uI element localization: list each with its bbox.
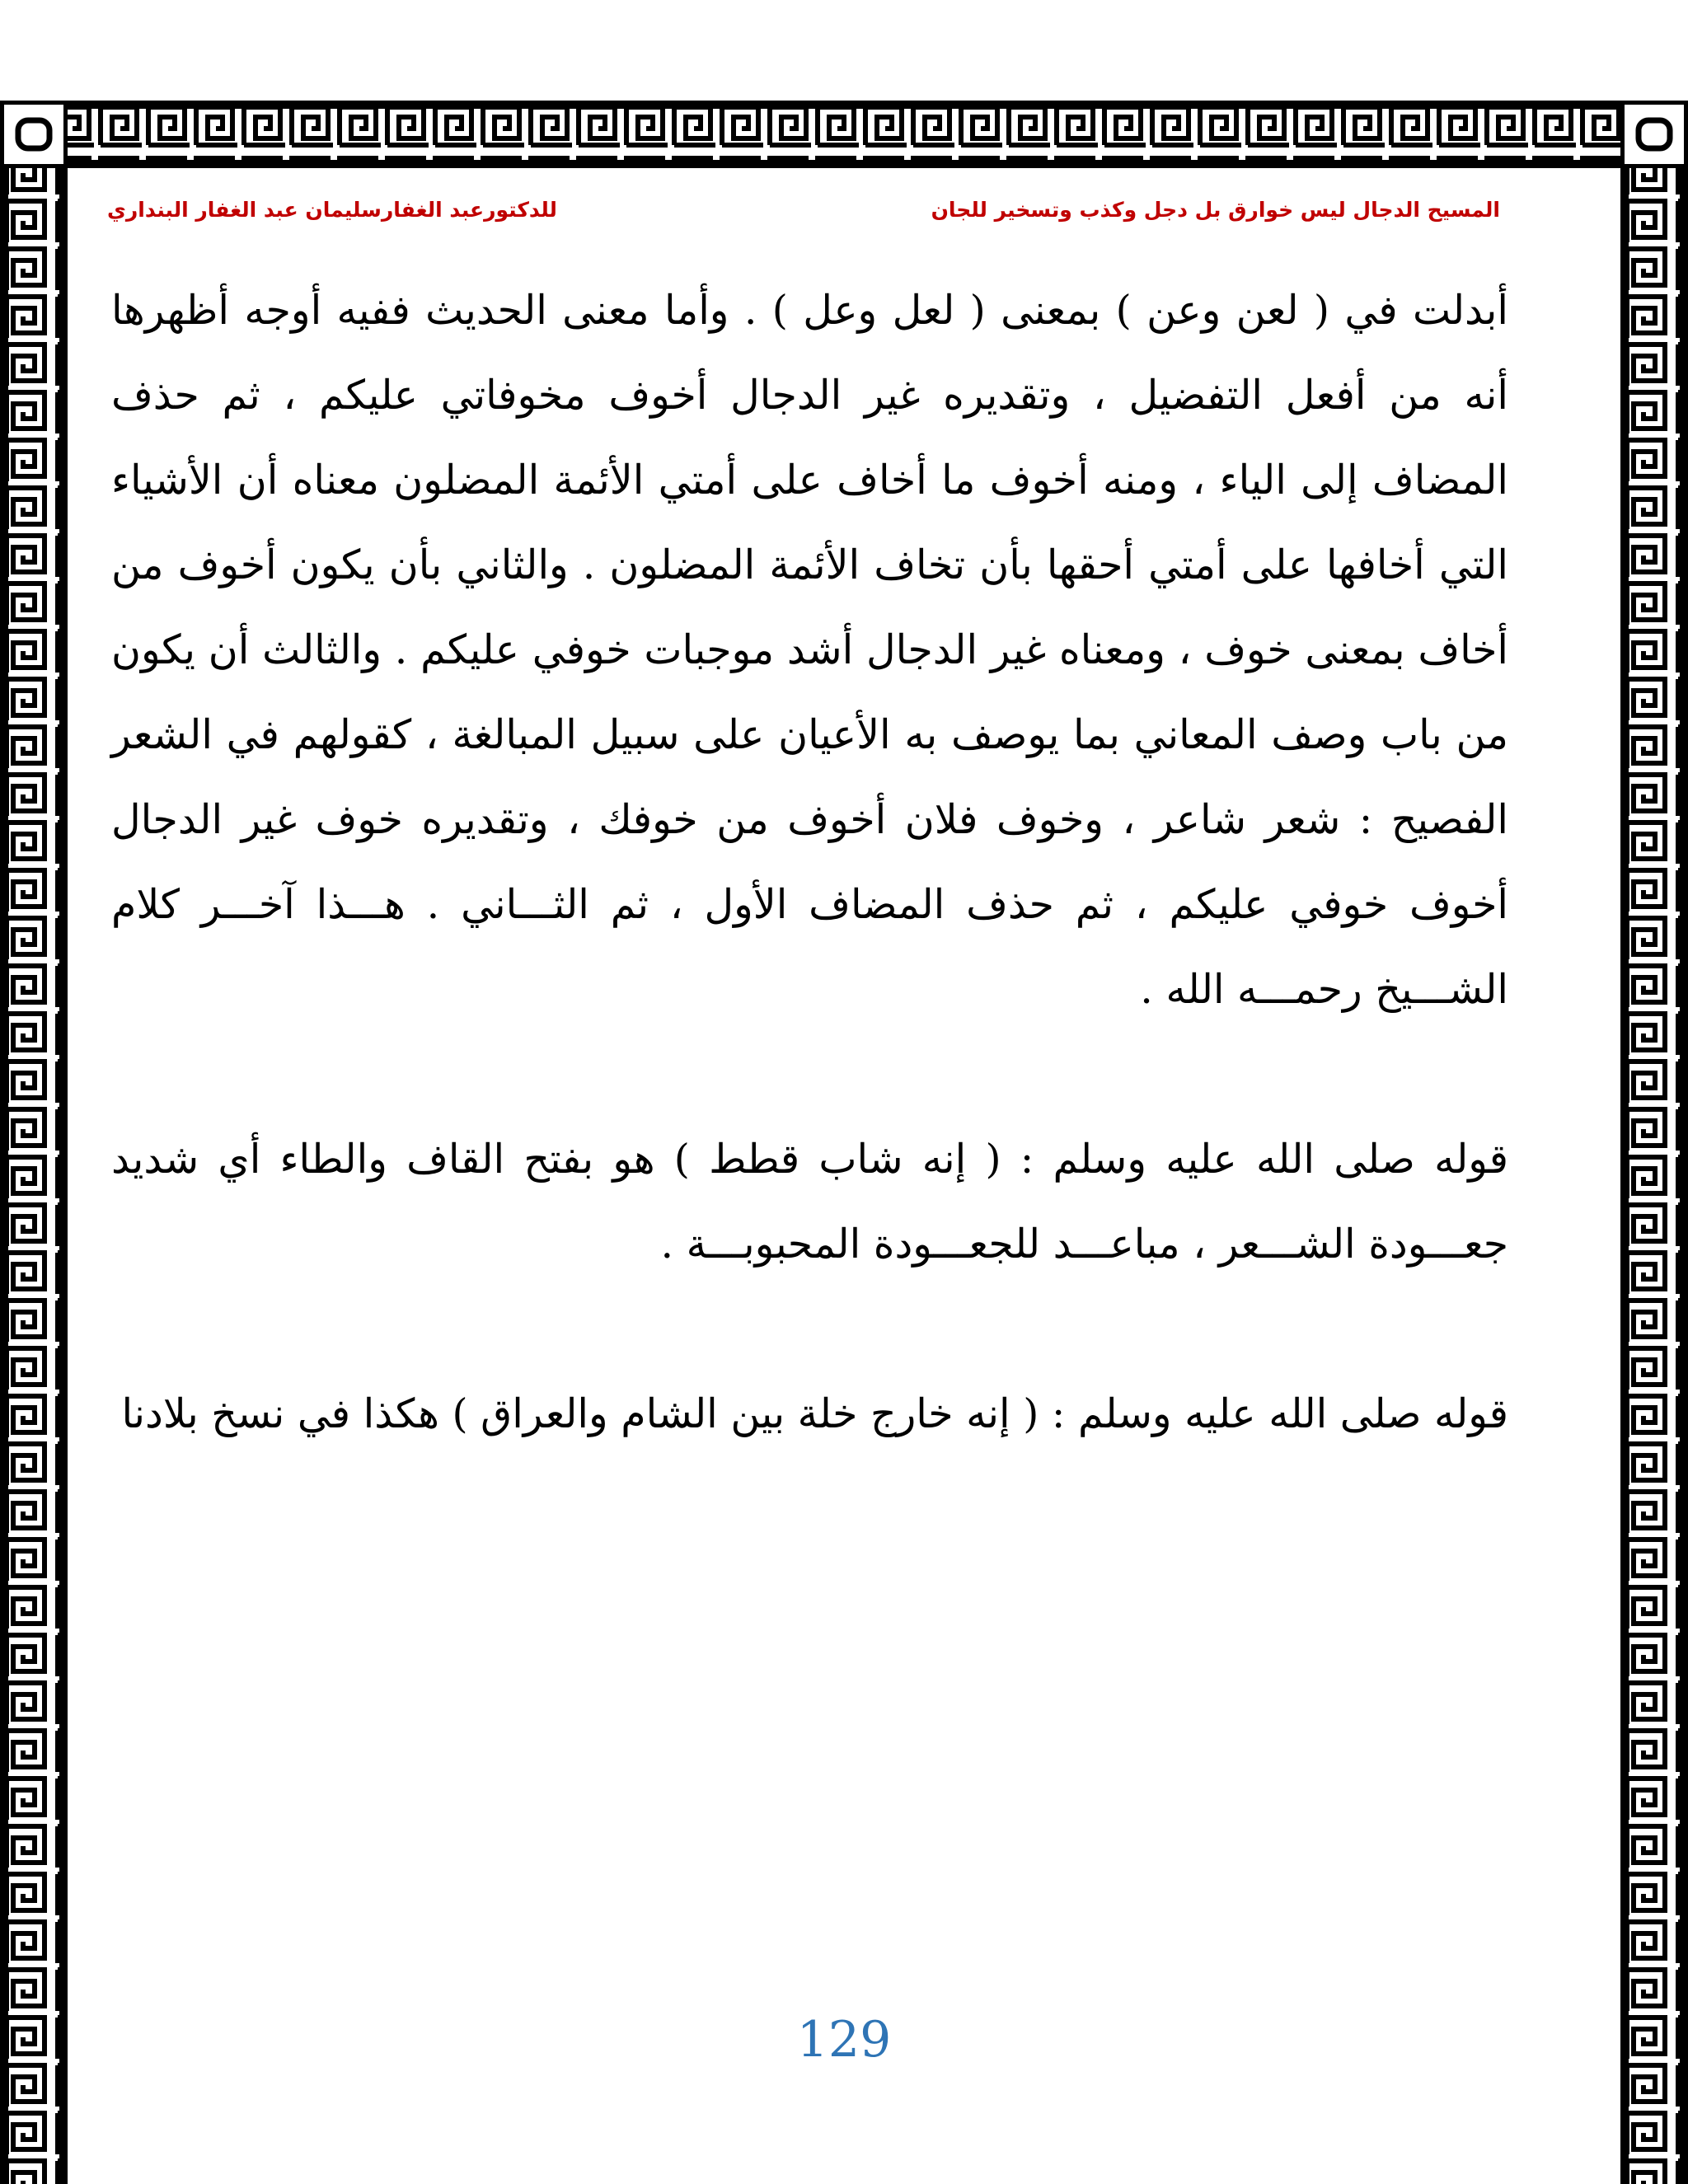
page-body	[111, 268, 1508, 1456]
paragraph-3: قوله صلى الله عليه وسلم : ( إنه خارج خلة بين الشام والعراق ) هكذا في نسخ بلادنا	[121, 1390, 1508, 1437]
right-border	[1620, 101, 1688, 2184]
corner-ornament-left	[0, 101, 68, 168]
paragraph-2: قوله صلى الله عليه وسلم : ( إنه شاب قطط ) هو بفتح القاف والطاء أي شديد جعـــودة الشـــعر ، مباعـــد للجعـــودة المحبوبـــة .	[111, 1136, 1508, 1268]
book-title: المسيح الدجال ليس خوارق بل دجل وكذب وتسخير للجان	[931, 198, 1500, 222]
top-border	[0, 101, 1688, 168]
left-border-pattern	[0, 101, 68, 2184]
corner-ornament-right	[1620, 101, 1688, 168]
page-number: 129	[796, 2011, 892, 2069]
running-header	[107, 198, 1500, 239]
paragraph-1: أبدلت في ( لعن وعن ) بمعنى ( لعل وعل ) . وأما معنى الحديث ففيه أوجه أظهرها أنه من أفعل التفضيل ، وتقديره غير الدجال أخوف مخوفاتي عليكم ، ثم حذف المضاف إلى الياء ، ومنه أخوف ما أخاف على أمتي الأئمة المضلون معناه أن الأشياء التي أخافها على أمتي أحقها بأن تخاف الأئمة المضلون . والثاني بأن يكون أخوف من أخاف بمعنى خوف ، ومعناه غير الدجال أشد موجبات خوفي عليكم . والثالث أن يكون من باب وصف المعاني بما يوصف به الأعيان على سبيل المبالغة ، كقولهم في الشعر الفصيح : شعر شاعر ، وخوف فلان أخوف من خوفك ، وتقديره خوف غير الدجال أخوف خوفي عليكم ، ثم حذف المضاف الأول ، ثم الثـــاني . هـــذا آخـــر كلام الشـــيخ رحمـــه الله .	[111, 287, 1508, 1013]
author-name: للدكتورعبد الغفارسليمان عبد الغفار البنداري	[107, 198, 557, 222]
left-border	[0, 101, 68, 2184]
top-border-pattern	[0, 101, 1688, 168]
right-border-pattern	[1620, 101, 1688, 2184]
